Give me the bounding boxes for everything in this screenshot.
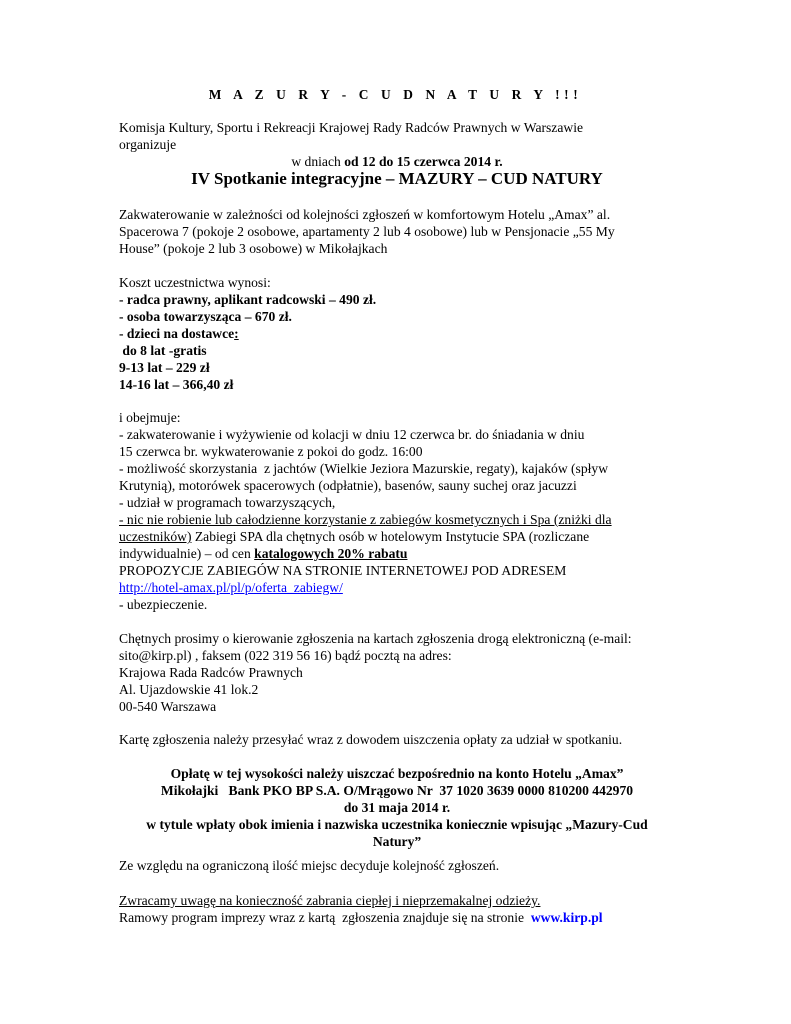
footer-section (119, 892, 675, 926)
includes-line-3: - możliwość skorzystania z jachtów (Wielkie Jeziora Mazurskie, regaty), kajaków (spływ (119, 461, 609, 476)
cost-item-age-14-16 (119, 376, 675, 393)
payment-line-1-text: Opłatę w tej wysokości należy uiszczać bezpośrednio na konto Hotelu „Amax” (170, 766, 624, 781)
contact-section (119, 630, 675, 715)
event-dates (119, 153, 675, 170)
cost-section (119, 274, 675, 393)
card-note: Kartę zgłoszenia należy przesyłać wraz z dowodem uiszczenia opłaty za udział w spotkaniu. (119, 732, 623, 747)
spa-discount-rate: katalogowych 20% rabatu (254, 546, 408, 561)
payment-section (119, 765, 675, 850)
kirp-website-link[interactable]: www.kirp.pl (530, 910, 603, 925)
payment-line-3 (119, 799, 675, 816)
contact-line-5: 00-540 Warszawa (119, 699, 217, 714)
cost-item-age-9-13 (119, 359, 675, 376)
cost-item-age-0-8 (119, 342, 675, 359)
includes-link-line (119, 579, 675, 596)
includes-line-1: - zakwaterowanie i wyżywienie od kolacji w dniu 12 czerwca br. do śniadania w dniu (119, 427, 585, 442)
includes-line-4: Krutynią), motorówek spacerowych (odpłatnie), basenów, sauny suchej oraz jacuzzi (119, 478, 577, 493)
includes-heading: i obejmuje: (119, 410, 181, 425)
cost-item-lawyer (119, 291, 675, 308)
dates-range: od 12 do 15 czerwca 2014 r. (344, 154, 503, 169)
includes-line-8 (119, 545, 675, 562)
event-title: IV Spotkanie integracyjne – MAZURY – CUD NATURY (191, 169, 603, 188)
cost-item-children (119, 325, 675, 342)
includes-line-9: PROPOZYCJE ZABIEGÓW NA STRONIE INTERNETOWEJ POD ADRESEM (119, 563, 567, 578)
cost-item-children-text: - dzieci na dostawce (119, 326, 235, 341)
cost-heading: Koszt uczestnictwa wynosi: (119, 275, 271, 290)
payment-deadline-text: do 31 maja 2014 r. (343, 800, 451, 815)
intro-organizer (119, 119, 675, 153)
spa-price-text: indywidualnie) – od cen (119, 546, 255, 561)
warning-line (119, 892, 675, 909)
payment-account-text: Mikołajki Bank PKO BP S.A. O/Mrągowo Nr 37 1020 3639 0000 810200 442970 (160, 783, 634, 798)
payment-title-text: w tytule wpłaty obok imienia i nazwiska uczestnika koniecznie wpisując „Mazury-Cud (146, 817, 648, 832)
cost-age-9-13-text: 9-13 lat – 229 zł (119, 360, 210, 375)
clothing-warning: Zwracamy uwagę na konieczność zabrania ciepłej i nieprzemakalnej odzieży. (119, 893, 541, 908)
accommodation-line-1: Zakwaterowanie w zależności od kolejności zgłoszeń w komfortowym Hotelu „Amax” al. (119, 207, 611, 222)
accommodation-paragraph (119, 206, 675, 257)
accommodation-line-2: Spacerowa 7 (pokoje 2 osobowe, apartamenty 2 lub 4 osobowe) lub w Pensjonacie „55 My (119, 224, 615, 239)
includes-section (119, 409, 675, 613)
cost-age-0-8-text: do 8 lat -gratis (119, 343, 207, 358)
contact-line-1: Chętnych prosimy o kierowanie zgłoszenia na kartach zgłoszenia drogą elektroniczną (e-mail: (119, 631, 632, 646)
contact-line-2: sito@kirp.pl) , faksem (022 319 56 16) bądź pocztą na adres: (119, 648, 452, 663)
spa-discount-text: - nic nie robienie lub całodzienne korzystanie z zabiegów kosmetycznych i Spa (zniżki dla (119, 512, 612, 527)
includes-line-7 (119, 528, 675, 545)
spa-participants-text: uczestników) (119, 529, 192, 544)
intro-line-2: organizuje (119, 137, 177, 152)
payment-line-1 (119, 765, 675, 782)
dates-prefix: w dniach (291, 154, 345, 169)
includes-line-10: - ubezpieczenie. (119, 597, 208, 612)
document-title: M A Z U R Y - C U D N A T U R Y !!! (208, 87, 583, 102)
spa-info-text: Zabiegi SPA dla chętnych osób w hotelowym Instytucie SPA (rozliczane (191, 529, 590, 544)
includes-line-5: - udział w programach towarzyszących, (119, 495, 336, 510)
cost-item-companion-text: - osoba towarzysząca – 670 zł. (119, 309, 292, 324)
payment-title-end: Natury” (372, 834, 422, 849)
payment-line-4 (119, 816, 675, 833)
accommodation-line-3: House” (pokoje 2 lub 3 osobowe) w Mikołajkach (119, 241, 388, 256)
program-text: Ramowy program imprezy wraz z kartą zgłoszenia znajduje się na stronie (119, 910, 531, 925)
contact-line-4: Al. Ujazdowskie 41 lok.2 (119, 682, 259, 697)
payment-line-5 (119, 833, 675, 850)
cost-age-14-16-text: 14-16 lat – 366,40 zł (119, 377, 234, 392)
program-line (119, 909, 675, 926)
payment-line-2 (119, 782, 675, 799)
cost-item-lawyer-text: - radca prawny, aplikant radcowski – 490 zł. (119, 292, 377, 307)
spa-offer-link[interactable]: http://hotel-amax.pl/pl/p/oferta_zabiegw/ (119, 580, 343, 595)
limit-note: Ze względu na ograniczoną ilość miejsc decyduje kolejność zgłoszeń. (119, 858, 500, 873)
cost-item-children-colon: : (234, 326, 239, 341)
cost-item-companion (119, 308, 675, 325)
contact-line-3: Krajowa Rada Radców Prawnych (119, 665, 303, 680)
includes-line-6 (119, 511, 675, 528)
includes-line-2: 15 czerwca br. wykwaterowanie z pokoi do godz. 16:00 (119, 444, 423, 459)
intro-line-1: Komisja Kultury, Sportu i Rekreacji Krajowej Rady Radców Prawnych w Warszawie (119, 120, 583, 135)
